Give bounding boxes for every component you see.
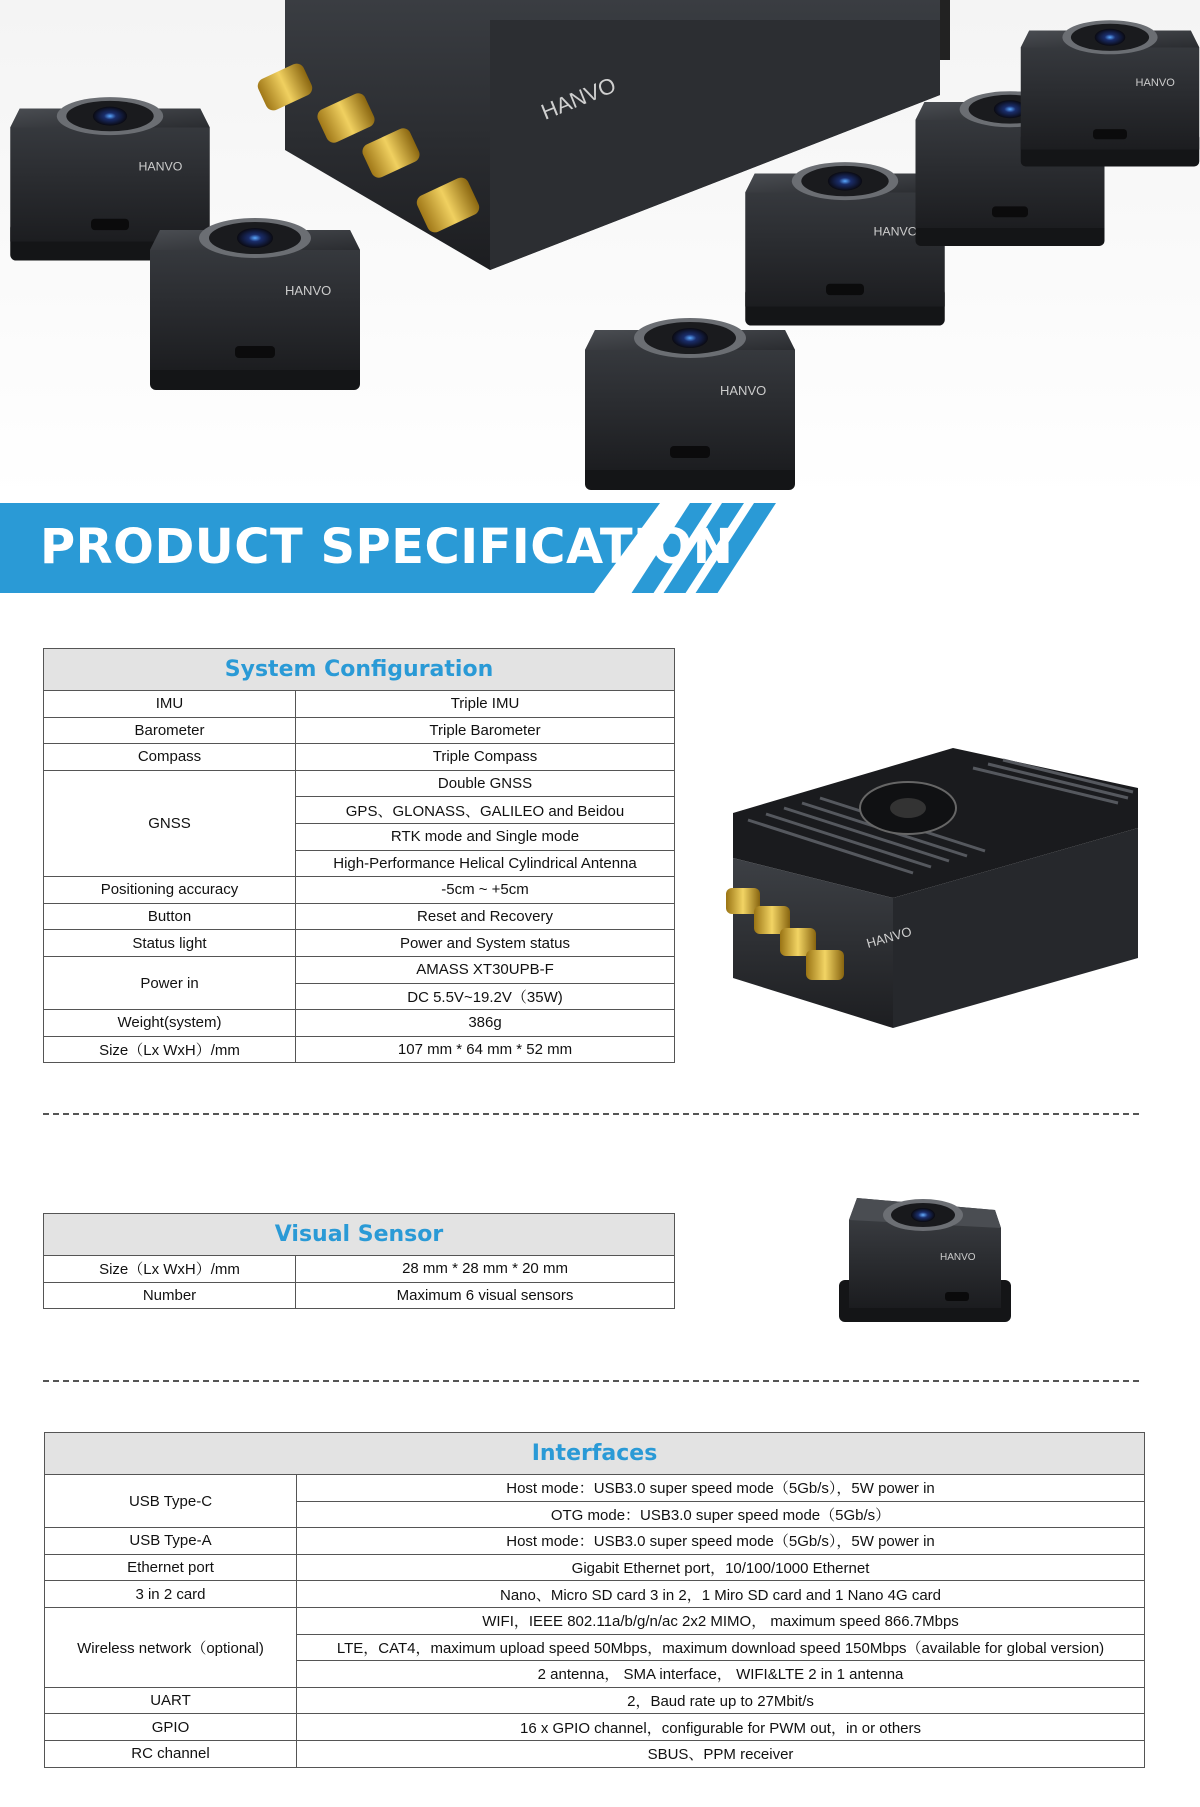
row-label: GNSS — [44, 770, 296, 876]
row-label: Wireless network（optional) — [45, 1607, 297, 1687]
system-configuration-table — [43, 648, 675, 1063]
row-value: 107 mm * 64 mm * 52 mm — [296, 1036, 675, 1063]
row-label: Number — [44, 1282, 296, 1309]
row-label: Size（Lx WxH）/mm — [44, 1036, 296, 1063]
table-row — [44, 717, 675, 744]
section-banner — [0, 503, 780, 593]
row-value: Reset and Recovery — [296, 903, 675, 930]
row-value: SBUS、PPM receiver — [297, 1740, 1145, 1767]
row-value: OTG mode：USB3.0 super speed mode（5Gb/s） — [297, 1501, 1145, 1528]
row-label: UART — [45, 1687, 297, 1714]
table-body — [44, 691, 675, 1063]
table-row — [44, 1256, 675, 1283]
section-divider — [43, 1113, 1139, 1115]
table-row — [44, 956, 675, 983]
table-row — [44, 877, 675, 904]
svg-text:HANVO: HANVO — [940, 1252, 976, 1263]
row-value: Triple Compass — [296, 744, 675, 771]
table-title: Visual Sensor — [44, 1214, 675, 1256]
table-body — [44, 1256, 675, 1309]
row-value: GPS、GLONASS、GALILEO and Beidou — [296, 797, 675, 824]
row-value: 2 antenna， SMA interface， WIFI&LTE 2 in 1 antenna — [297, 1661, 1145, 1688]
table-body — [45, 1475, 1145, 1768]
controller-device-image — [718, 728, 1163, 1043]
row-value: Nano、Micro SD card 3 in 2，1 Miro SD card and 1 Nano 4G card — [297, 1581, 1145, 1608]
row-label: Positioning accuracy — [44, 877, 296, 904]
row-value: DC 5.5V~19.2V（35W) — [296, 983, 675, 1010]
row-label: Status light — [44, 930, 296, 957]
row-value: High-Performance Helical Cylindrical Antenna — [296, 850, 675, 877]
visual-sensor-table — [43, 1213, 675, 1309]
row-label: Size（Lx WxH）/mm — [44, 1256, 296, 1283]
table-row — [45, 1528, 1145, 1555]
row-value: Triple IMU — [296, 691, 675, 718]
page-title: PRODUCT SPECIFICATION — [40, 519, 734, 575]
row-value: Host mode：USB3.0 super speed mode（5Gb/s），5W power in — [297, 1528, 1145, 1555]
row-label: GPIO — [45, 1714, 297, 1741]
row-value: 2，Baud rate up to 27Mbit/s — [297, 1687, 1145, 1714]
table-row — [45, 1714, 1145, 1741]
hero-product-image — [0, 0, 1200, 500]
row-label: IMU — [44, 691, 296, 718]
row-label: Button — [44, 903, 296, 930]
interfaces-table — [44, 1432, 1145, 1768]
table-row — [44, 930, 675, 957]
row-value: 16 x GPIO channel，configurable for PWM out，in or others — [297, 1714, 1145, 1741]
row-value: 386g — [296, 1010, 675, 1037]
row-value: -5cm ~ +5cm — [296, 877, 675, 904]
row-value: AMASS XT30UPB-F — [296, 956, 675, 983]
table-row — [45, 1740, 1145, 1767]
svg-text:HANVO: HANVO — [537, 72, 620, 125]
row-label: RC channel — [45, 1740, 297, 1767]
table-title: System Configuration — [44, 649, 675, 691]
table-row — [45, 1687, 1145, 1714]
table-row — [44, 903, 675, 930]
row-label: 3 in 2 card — [45, 1581, 297, 1608]
row-label: Weight(system) — [44, 1010, 296, 1037]
table-row — [44, 744, 675, 771]
table-row — [44, 1036, 675, 1063]
table-row — [44, 1282, 675, 1309]
table-row — [44, 691, 675, 718]
row-value: WIFI，IEEE 802.11a/b/g/n/ac 2x2 MIMO， maximum speed 866.7Mbps — [297, 1607, 1145, 1634]
table-row — [45, 1581, 1145, 1608]
hero-illustration — [0, 0, 1200, 500]
table-row — [44, 1010, 675, 1037]
row-label: Power in — [44, 956, 296, 1009]
table-row — [45, 1554, 1145, 1581]
row-value: LTE，CAT4，maximum upload speed 50Mbps，maximum download speed 150Mbps（available for global version) — [297, 1634, 1145, 1661]
row-value: Gigabit Ethernet port，10/100/1000 Ethernet — [297, 1554, 1145, 1581]
row-value: 28 mm * 28 mm * 20 mm — [296, 1256, 675, 1283]
table-row — [44, 770, 675, 797]
table-row — [45, 1475, 1145, 1502]
table-title: Interfaces — [45, 1433, 1145, 1475]
table-row — [45, 1607, 1145, 1634]
row-label: Compass — [44, 744, 296, 771]
row-value: Triple Barometer — [296, 717, 675, 744]
row-label: USB Type-A — [45, 1528, 297, 1555]
visual-sensor-image — [835, 1180, 1015, 1330]
svg-text:HANVO: HANVO — [864, 923, 914, 951]
row-value: Power and System status — [296, 930, 675, 957]
row-value: Maximum 6 visual sensors — [296, 1282, 675, 1309]
row-value: RTK mode and Single mode — [296, 823, 675, 850]
row-label: Barometer — [44, 717, 296, 744]
row-label: Ethernet port — [45, 1554, 297, 1581]
row-value: Double GNSS — [296, 770, 675, 797]
section-divider — [43, 1380, 1139, 1382]
row-value: Host mode：USB3.0 super speed mode（5Gb/s），5W power in — [297, 1475, 1145, 1502]
row-label: USB Type-C — [45, 1475, 297, 1528]
